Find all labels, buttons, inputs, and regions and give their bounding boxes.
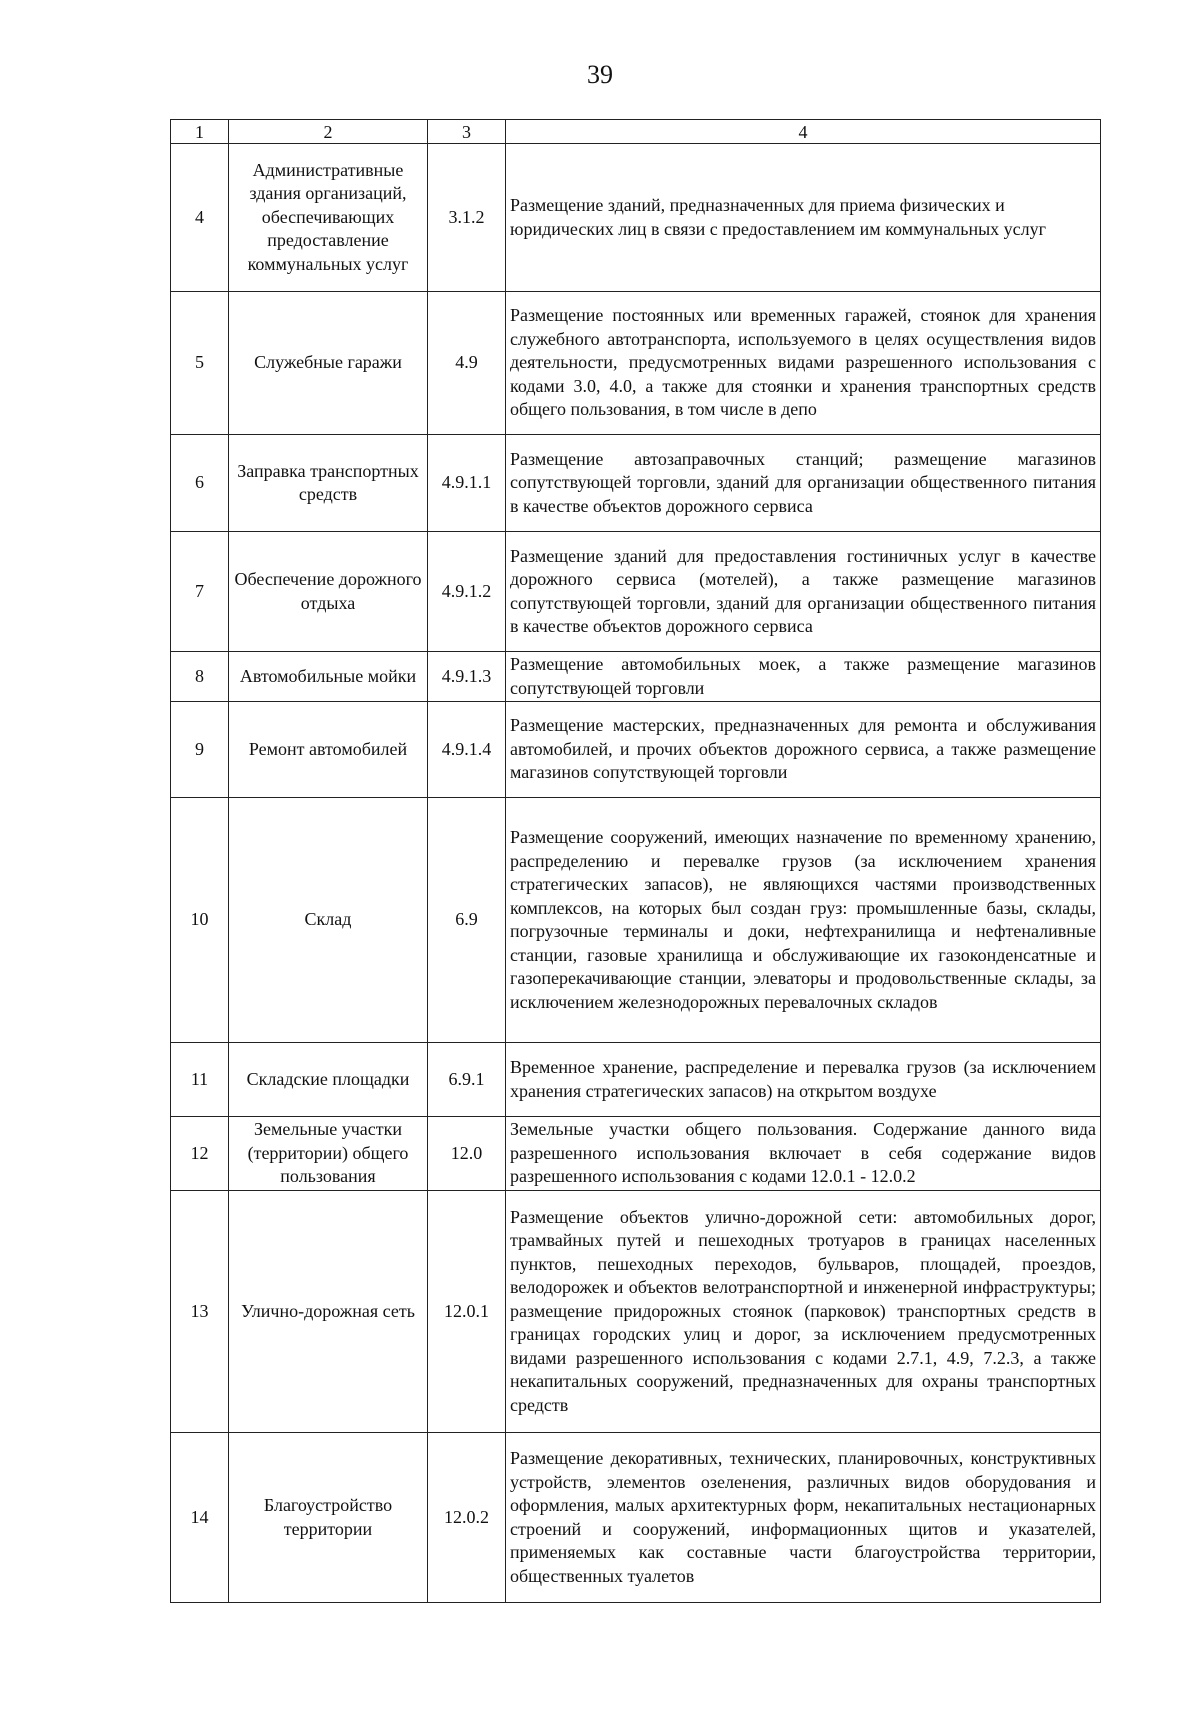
header-col-2: 2 [229, 120, 428, 144]
row-description: Размещение зданий, предназначенных для приема физических и юридических лиц в связи с предоставлением им коммунальных услуг [506, 144, 1101, 292]
page-number: 39 [587, 60, 613, 89]
row-name: Благоустройство территории [229, 1433, 428, 1603]
land-use-table [170, 119, 1101, 1603]
row-code: 4.9.1.1 [428, 435, 506, 532]
row-name: Улично-дорожная сеть [229, 1191, 428, 1433]
row-description: Размещение зданий для предоставления гостиничных услуг в качестве дорожного сервиса (мотелей), а также размещение магазинов сопутствующей торговли, зданий для организации общественного питания в качестве объектов дорожного сервиса [506, 532, 1101, 652]
table-row [171, 1433, 1101, 1603]
row-code: 12.0.2 [428, 1433, 506, 1603]
row-number: 8 [171, 652, 229, 702]
table-row [171, 144, 1101, 292]
row-name: Автомобильные мойки [229, 652, 428, 702]
row-description: Временное хранение, распределение и перевалка грузов (за исключением хранения стратегических запасов) на открытом воздухе [506, 1043, 1101, 1117]
row-code: 6.9 [428, 798, 506, 1043]
row-number: 10 [171, 798, 229, 1043]
table-row [171, 702, 1101, 798]
row-code: 4.9.1.2 [428, 532, 506, 652]
row-number: 4 [171, 144, 229, 292]
table-row [171, 435, 1101, 532]
table-row [171, 1117, 1101, 1191]
table-row [171, 798, 1101, 1043]
row-name: Административные здания организаций, обеспечивающих предоставление коммунальных услуг [229, 144, 428, 292]
header-col-1: 1 [171, 120, 229, 144]
header-col-4: 4 [506, 120, 1101, 144]
row-name: Служебные гаражи [229, 292, 428, 435]
row-description: Земельные участки общего пользования. Содержание данного вида разрешенного использования включает в себя содержание видов разрешенного использования с кодами 12.0.1 - 12.0.2 [506, 1117, 1101, 1191]
table-header-row [171, 120, 1101, 144]
row-description: Размещение сооружений, имеющих назначение по временному хранению, распределению и перевалке грузов (за исключением хранения стратегических запасов), не являющихся частями производственных комплексов, на которых был создан груз: промышленные базы, склады, погрузочные терминалы и доки, нефтехранилища и нефтеналивные станции, газовые хранилища и обслуживающие их газоконденсатные и газоперекачивающие станции, элеваторы и продовольственные склады, за исключением железнодорожных перевалочных складов [506, 798, 1101, 1043]
row-description: Размещение автозаправочных станций; размещение магазинов сопутствующей торговли, зданий для организации общественного питания в качестве объектов дорожного сервиса [506, 435, 1101, 532]
table-row [171, 652, 1101, 702]
row-number: 5 [171, 292, 229, 435]
row-name: Обеспечение дорожного отдыха [229, 532, 428, 652]
row-number: 6 [171, 435, 229, 532]
row-code: 4.9.1.3 [428, 652, 506, 702]
row-number: 9 [171, 702, 229, 798]
table-row [171, 1043, 1101, 1117]
row-name: Ремонт автомобилей [229, 702, 428, 798]
row-description: Размещение автомобильных моек, а также размещение магазинов сопутствующей торговли [506, 652, 1101, 702]
table-row [171, 1191, 1101, 1433]
row-code: 4.9.1.4 [428, 702, 506, 798]
row-number: 12 [171, 1117, 229, 1191]
row-description: Размещение декоративных, технических, планировочных, конструктивных устройств, элементов озеленения, различных видов оборудования и оформления, малых архитектурных форм, некапитальных нестационарных строений и сооружений, информационных щитов и указателей, применяемых как составные части благоустройства территории, общественных туалетов [506, 1433, 1101, 1603]
row-description: Размещение мастерских, предназначенных для ремонта и обслуживания автомобилей, и прочих объектов дорожного сервиса, а также размещение магазинов сопутствующей торговли [506, 702, 1101, 798]
row-code: 6.9.1 [428, 1043, 506, 1117]
row-name: Складские площадки [229, 1043, 428, 1117]
row-number: 13 [171, 1191, 229, 1433]
row-number: 7 [171, 532, 229, 652]
row-number: 11 [171, 1043, 229, 1117]
table-row [171, 532, 1101, 652]
row-code: 4.9 [428, 292, 506, 435]
row-description: Размещение постоянных или временных гаражей, стоянок для хранения служебного автотранспорта, используемого в целях осуществления видов деятельности, предусмотренных видами разрешенного использования с кодами 3.0, 4.0, а также для стоянки и хранения транспортных средств общего пользования, в том числе в депо [506, 292, 1101, 435]
row-number: 14 [171, 1433, 229, 1603]
row-code: 12.0.1 [428, 1191, 506, 1433]
row-name: Земельные участки (территории) общего пользования [229, 1117, 428, 1191]
row-code: 12.0 [428, 1117, 506, 1191]
row-code: 3.1.2 [428, 144, 506, 292]
row-name: Заправка транспортных средств [229, 435, 428, 532]
row-description: Размещение объектов улично-дорожной сети: автомобильных дорог, трамвайных путей и пешеходных тротуаров в границах населенных пунктов, пешеходных переходов, бульваров, площадей, проездов, велодорожек и объектов велотранспортной и инженерной инфраструктуры; размещение придорожных стоянок (парковок) транспортных средств в границах городских улиц и дорог, за исключением предусмотренных видами разрешенного использования с кодами 2.7.1, 4.9, 7.2.3, а также некапитальных сооружений, предназначенных для охраны транспортных средств [506, 1191, 1101, 1433]
table-row [171, 292, 1101, 435]
row-name: Склад [229, 798, 428, 1043]
header-col-3: 3 [428, 120, 506, 144]
